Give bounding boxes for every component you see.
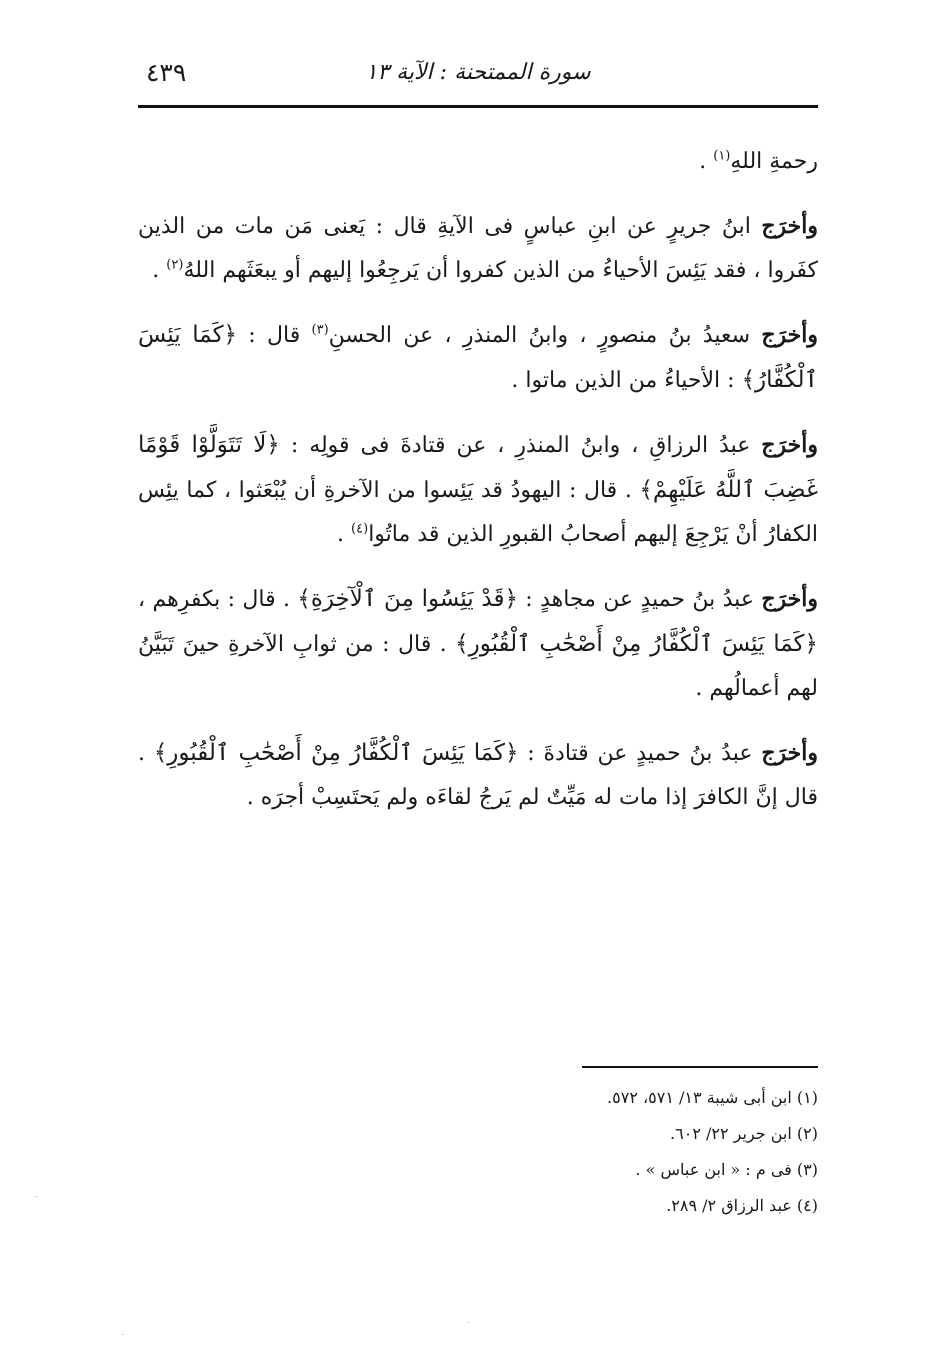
paragraph-5 — [138, 731, 818, 820]
footnote-2: (٢) ابن جرير ٢٢/ ٦٠٢. — [670, 1124, 818, 1143]
quran-quote: ﴿لَا تَتَوَلَّوْا قَوْمًا غَضِبَ ٱللَّهُ عَلَيْهِمْ﴾ — [138, 432, 818, 503]
footnote-3: (٣) فى م : « ابن عباس » . — [635, 1160, 818, 1179]
lead-word: وأخرَج — [761, 432, 818, 458]
paragraph-end: . — [152, 258, 167, 283]
paragraph-text: ابنُ جريرٍ عن ابنِ عباسٍ فى الآيةِ قال : يَعنى مَن مات من الذين كفَروا ، فقد يَئِسَ الأحياءُ من الذين كفروا أن يَرجِعُوا إليهم أو يبعَثَهم اللهُ — [138, 214, 818, 283]
footnote-ref-4: (٤) — [351, 521, 369, 537]
paragraph-text: عبدُ بنُ حميدٍ عن مجاهدٍ : — [517, 587, 762, 612]
lead-word: وأخرَج — [761, 740, 818, 766]
paragraph-continuation — [138, 140, 818, 184]
paragraph-text: . قال : بكفرِهم ، — [138, 587, 298, 612]
running-header — [138, 56, 818, 100]
lead-word: وأخرَج — [761, 586, 819, 612]
scan-speck — [36, 1196, 37, 1197]
footnote-rule — [582, 1066, 818, 1068]
quran-quote: ﴿كَمَا يَئِسَ ٱلْكُفَّارُ مِنْ أَصْحَٰبِ ٱلْقُبُورِ﴾ — [153, 740, 519, 766]
footnote-1: (١) ابن أبى شيبة ١٣/ ٥٧١، ٥٧٢. — [607, 1088, 818, 1107]
lead-word: وأخرَج — [761, 322, 818, 348]
paragraph-text: سعيدُ بنُ منصورٍ ، وابنُ المنذرِ ، عن الحسنِ — [328, 323, 762, 348]
header-rule — [138, 105, 818, 108]
footnote-4: (٤) عبد الرزاق ٢/ ٢٨٩. — [666, 1196, 818, 1215]
quran-quote: ﴿قَدْ يَئِسُوا مِنَ ٱلْآخِرَةِ﴾ — [297, 586, 518, 612]
quran-quote: ﴿كَمَا يَئِسَ ٱلْكُفَّارُ مِنْ أَصْحَٰبِ ٱلْقُبُورِ﴾ — [455, 631, 818, 657]
paragraph-4 — [138, 577, 818, 711]
paragraph-text: . قال : من ثوابِ الآخرةِ حينَ تَبَيَّنُ لهم أعمالُهم . — [138, 632, 818, 701]
footnote-ref-3: (٣) — [311, 322, 329, 338]
paragraph-3 — [138, 423, 818, 557]
scan-speck — [122, 1334, 123, 1335]
page-number: ٤٣٩ — [146, 58, 187, 87]
paragraph-2 — [138, 313, 818, 403]
paragraph-1 — [138, 204, 818, 293]
paragraph-text: . قال إنَّ الكافرَ إذا مات له مَيِّتٌ لم يَرجُ لقاءَه ولم يَحتَسِبْ أجرَه . — [138, 741, 818, 810]
paragraph-text: عبدُ الرزاقِ ، وابنُ المنذرِ ، عن قتادةَ فى قولِه : — [279, 433, 762, 458]
main-text — [138, 140, 818, 840]
continuation-end: . — [699, 149, 714, 174]
footnote-ref-2: (٢) — [166, 257, 184, 273]
lead-word: وأخرَج — [761, 213, 818, 239]
quran-quote: ﴿كَمَا يَئِسَ ٱلْكُفَّارُ﴾ — [138, 322, 818, 393]
paragraph-text: : الأحياءُ من الذين ماتوا . — [511, 368, 742, 393]
paragraph-text: عبدُ بنُ حميدٍ عن قتادةَ : — [518, 741, 762, 766]
scan-speck — [468, 1322, 469, 1323]
continuation-text: رحمةِ اللهِ — [730, 149, 818, 174]
paragraph-text: قال : — [237, 323, 312, 348]
paragraph-end: . — [337, 522, 352, 547]
running-title: سورة الممتحنة : الآية ١٣ — [365, 60, 591, 85]
footnote-ref-1: (١) — [713, 148, 731, 164]
footnotes — [420, 1080, 818, 1224]
paragraph-text: . قال : اليهودُ قد يَئِسوا من الآخرةِ أن يُبْعَثوا ، كما يئِس الكفارُ أنْ يَرْجِعَ إليهم أصحابُ القبورِ الذين قد ماتُوا — [138, 478, 818, 547]
